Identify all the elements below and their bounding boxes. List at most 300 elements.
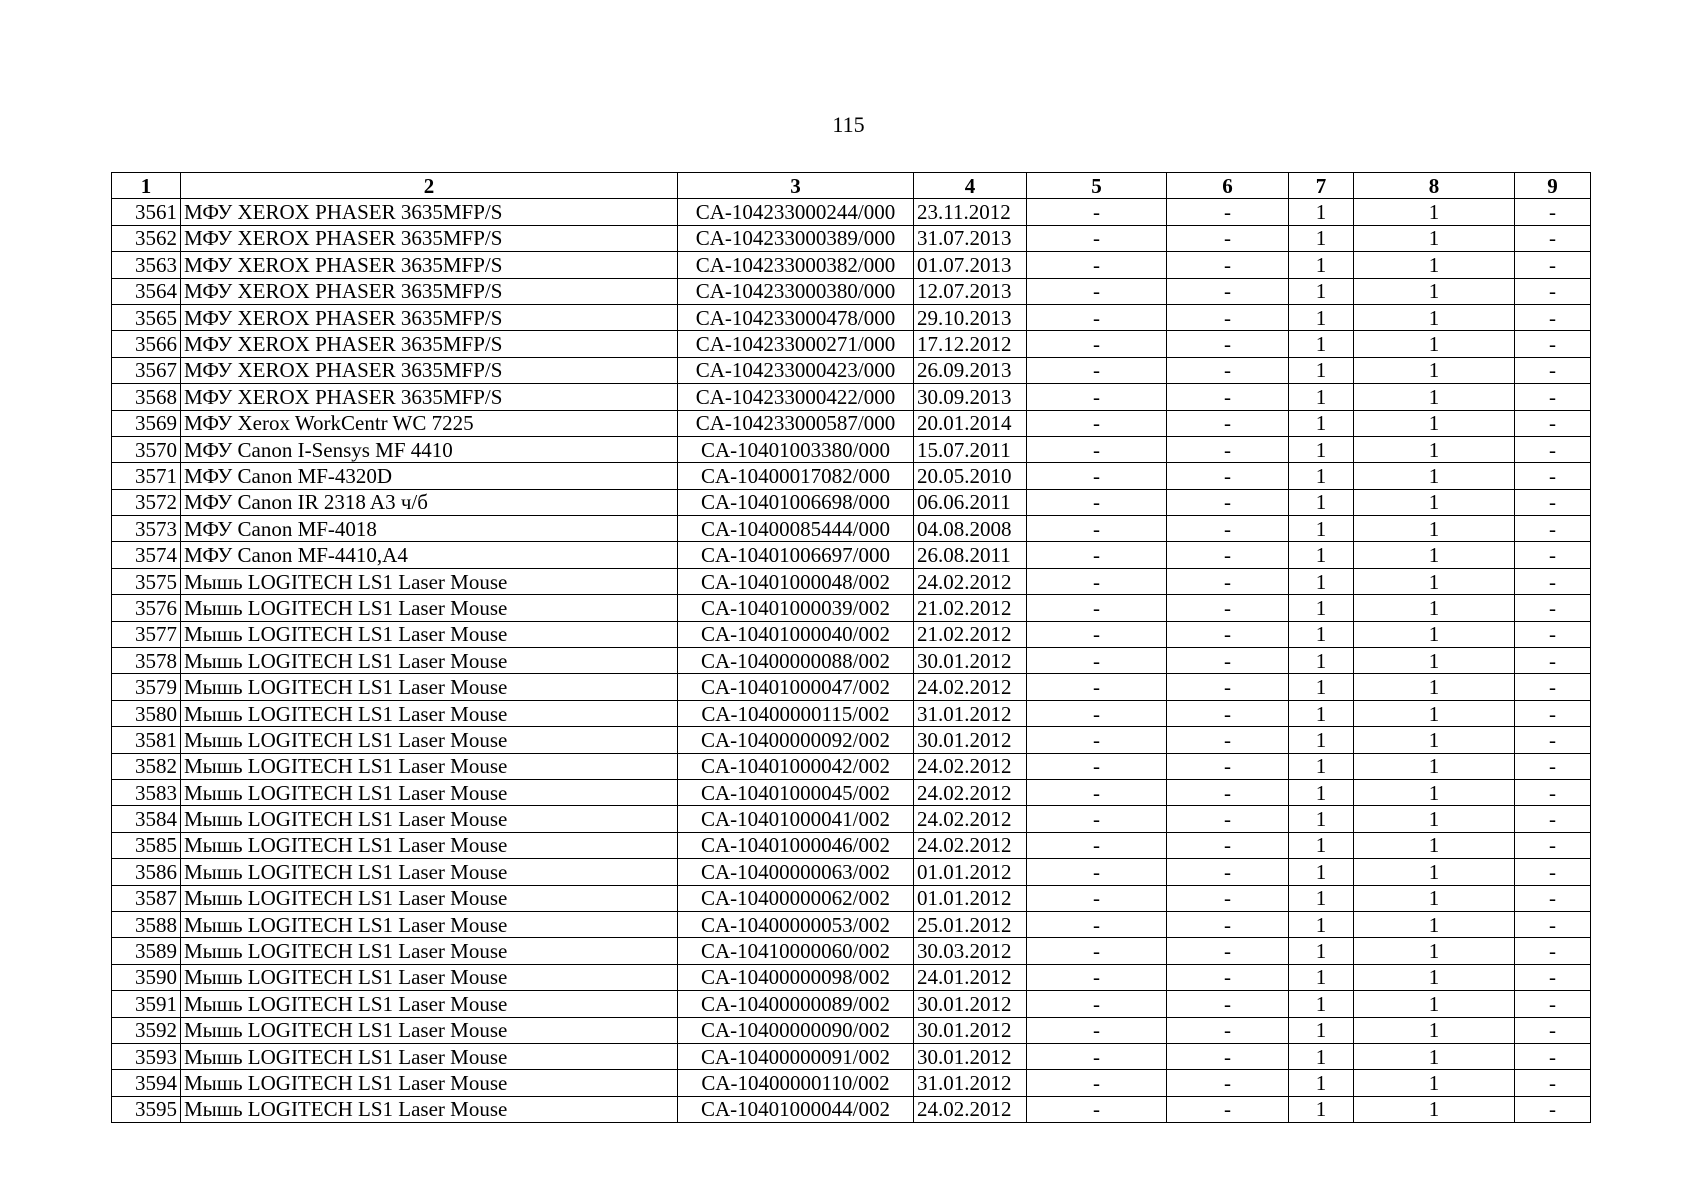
row-number-cell: 3571 <box>112 463 181 489</box>
table-row <box>112 964 1591 990</box>
item-name-cell: МФУ Canon MF-4410,A4 <box>181 542 678 568</box>
item-name-cell: МФУ XEROX PHASER 3635MFP/S <box>181 252 678 278</box>
date-cell: 26.09.2013 <box>914 357 1027 383</box>
row-number-cell: 3590 <box>112 964 181 990</box>
col-9-cell: - <box>1515 542 1591 568</box>
table-body <box>112 199 1591 1123</box>
item-name-cell: Мышь LOGITECH LS1 Laser Mouse <box>181 938 678 964</box>
col-7-cell: 1 <box>1289 1096 1354 1122</box>
col-7-cell: 1 <box>1289 1017 1354 1043</box>
inventory-code-cell: CA-10400000115/002 <box>678 700 914 726</box>
header-row <box>112 173 1591 199</box>
row-number-cell: 3574 <box>112 542 181 568</box>
row-number-cell: 3573 <box>112 516 181 542</box>
col-7-cell: 1 <box>1289 859 1354 885</box>
inventory-code-cell: CA-10400017082/000 <box>678 463 914 489</box>
col-6-cell: - <box>1167 991 1289 1017</box>
col-7-cell: 1 <box>1289 753 1354 779</box>
col-8-cell: 1 <box>1354 568 1515 594</box>
date-cell: 01.07.2013 <box>914 252 1027 278</box>
row-number-cell: 3575 <box>112 568 181 594</box>
table-row <box>112 331 1591 357</box>
col-5-cell: - <box>1027 278 1167 304</box>
col-5-cell: - <box>1027 885 1167 911</box>
col-9-cell: - <box>1515 727 1591 753</box>
item-name-cell: Мышь LOGITECH LS1 Laser Mouse <box>181 1017 678 1043</box>
date-cell: 04.08.2008 <box>914 516 1027 542</box>
table-row <box>112 1096 1591 1122</box>
inventory-code-cell: CA-10401000042/002 <box>678 753 914 779</box>
col-8-cell: 1 <box>1354 674 1515 700</box>
col-5-cell: - <box>1027 674 1167 700</box>
table-header <box>112 173 1591 199</box>
col-9-cell: - <box>1515 753 1591 779</box>
col-6-cell: - <box>1167 463 1289 489</box>
col-7-cell: 1 <box>1289 357 1354 383</box>
col-8-cell: 1 <box>1354 700 1515 726</box>
col-6-cell: - <box>1167 1096 1289 1122</box>
col-9-cell: - <box>1515 331 1591 357</box>
col-7-cell: 1 <box>1289 991 1354 1017</box>
col-6-cell: - <box>1167 410 1289 436</box>
item-name-cell: МФУ XEROX PHASER 3635MFP/S <box>181 384 678 410</box>
col-6-cell: - <box>1167 568 1289 594</box>
row-number-cell: 3567 <box>112 357 181 383</box>
item-name-cell: Мышь LOGITECH LS1 Laser Mouse <box>181 595 678 621</box>
table-row <box>112 1043 1591 1069</box>
inventory-code-cell: CA-10400000062/002 <box>678 885 914 911</box>
col-7-cell: 1 <box>1289 938 1354 964</box>
col-5-cell: - <box>1027 1017 1167 1043</box>
inventory-code-cell: CA-10401000045/002 <box>678 779 914 805</box>
row-number-cell: 3576 <box>112 595 181 621</box>
item-name-cell: Мышь LOGITECH LS1 Laser Mouse <box>181 991 678 1017</box>
col-7-cell: 1 <box>1289 410 1354 436</box>
table-row <box>112 938 1591 964</box>
col-8-cell: 1 <box>1354 806 1515 832</box>
table-row <box>112 621 1591 647</box>
row-number-cell: 3572 <box>112 489 181 515</box>
item-name-cell: Мышь LOGITECH LS1 Laser Mouse <box>181 700 678 726</box>
col-5-cell: - <box>1027 964 1167 990</box>
table-row <box>112 753 1591 779</box>
inventory-code-cell: CA-10401000044/002 <box>678 1096 914 1122</box>
table-row <box>112 1017 1591 1043</box>
col-5-cell: - <box>1027 463 1167 489</box>
col-7-cell: 1 <box>1289 621 1354 647</box>
col-7-cell: 1 <box>1289 700 1354 726</box>
col-5-cell: - <box>1027 489 1167 515</box>
col-7-cell: 1 <box>1289 384 1354 410</box>
col-8-cell: 1 <box>1354 252 1515 278</box>
col-9-cell: - <box>1515 674 1591 700</box>
col-9-cell: - <box>1515 595 1591 621</box>
row-number-cell: 3565 <box>112 304 181 330</box>
row-number-cell: 3592 <box>112 1017 181 1043</box>
row-number-cell: 3564 <box>112 278 181 304</box>
inventory-code-cell: CA-10410000060/002 <box>678 938 914 964</box>
inventory-code-cell: CA-10401000046/002 <box>678 832 914 858</box>
col-7-cell: 1 <box>1289 964 1354 990</box>
col-7-cell: 1 <box>1289 806 1354 832</box>
date-cell: 24.02.2012 <box>914 568 1027 594</box>
col-8-cell: 1 <box>1354 938 1515 964</box>
table-row <box>112 832 1591 858</box>
table-row <box>112 885 1591 911</box>
col-9-cell: - <box>1515 568 1591 594</box>
col-5-cell: - <box>1027 991 1167 1017</box>
col-7-cell: 1 <box>1289 1043 1354 1069</box>
col-9-cell: - <box>1515 463 1591 489</box>
col-5-cell: - <box>1027 753 1167 779</box>
col-7-cell: 1 <box>1289 199 1354 225</box>
col-8-cell: 1 <box>1354 753 1515 779</box>
col-7-cell: 1 <box>1289 436 1354 462</box>
col-6-cell: - <box>1167 648 1289 674</box>
col-8-cell: 1 <box>1354 991 1515 1017</box>
col-5-cell: - <box>1027 436 1167 462</box>
col-8-cell: 1 <box>1354 779 1515 805</box>
date-cell: 30.03.2012 <box>914 938 1027 964</box>
col-8-cell: 1 <box>1354 911 1515 937</box>
col-5-cell: - <box>1027 410 1167 436</box>
item-name-cell: Мышь LOGITECH LS1 Laser Mouse <box>181 779 678 805</box>
inventory-code-cell: CA-10401000039/002 <box>678 595 914 621</box>
col-8-cell: 1 <box>1354 1070 1515 1096</box>
col-7-cell: 1 <box>1289 278 1354 304</box>
row-number-cell: 3569 <box>112 410 181 436</box>
col-6-cell: - <box>1167 859 1289 885</box>
col-9-cell: - <box>1515 436 1591 462</box>
table-row <box>112 568 1591 594</box>
date-cell: 21.02.2012 <box>914 595 1027 621</box>
col-5-cell: - <box>1027 648 1167 674</box>
row-number-cell: 3582 <box>112 753 181 779</box>
inventory-code-cell: CA-10401000048/002 <box>678 568 914 594</box>
row-number-cell: 3566 <box>112 331 181 357</box>
col-9-cell: - <box>1515 1070 1591 1096</box>
date-cell: 24.02.2012 <box>914 753 1027 779</box>
item-name-cell: Мышь LOGITECH LS1 Laser Mouse <box>181 806 678 832</box>
header-cell-4: 4 <box>914 173 1027 199</box>
table-row <box>112 911 1591 937</box>
col-7-cell: 1 <box>1289 542 1354 568</box>
header-cell-2: 2 <box>181 173 678 199</box>
date-cell: 31.07.2013 <box>914 225 1027 251</box>
item-name-cell: Мышь LOGITECH LS1 Laser Mouse <box>181 648 678 674</box>
col-8-cell: 1 <box>1354 225 1515 251</box>
col-8-cell: 1 <box>1354 595 1515 621</box>
col-8-cell: 1 <box>1354 648 1515 674</box>
col-8-cell: 1 <box>1354 885 1515 911</box>
col-5-cell: - <box>1027 938 1167 964</box>
table-row <box>112 410 1591 436</box>
col-9-cell: - <box>1515 938 1591 964</box>
item-name-cell: МФУ Canon MF-4320D <box>181 463 678 489</box>
col-7-cell: 1 <box>1289 568 1354 594</box>
date-cell: 26.08.2011 <box>914 542 1027 568</box>
item-name-cell: МФУ XEROX PHASER 3635MFP/S <box>181 357 678 383</box>
date-cell: 17.12.2012 <box>914 331 1027 357</box>
col-9-cell: - <box>1515 384 1591 410</box>
date-cell: 25.01.2012 <box>914 911 1027 937</box>
item-name-cell: МФУ Canon MF-4018 <box>181 516 678 542</box>
col-8-cell: 1 <box>1354 621 1515 647</box>
date-cell: 24.02.2012 <box>914 779 1027 805</box>
row-number-cell: 3595 <box>112 1096 181 1122</box>
col-7-cell: 1 <box>1289 911 1354 937</box>
item-name-cell: Мышь LOGITECH LS1 Laser Mouse <box>181 674 678 700</box>
col-9-cell: - <box>1515 1043 1591 1069</box>
col-8-cell: 1 <box>1354 1043 1515 1069</box>
item-name-cell: Мышь LOGITECH LS1 Laser Mouse <box>181 621 678 647</box>
col-8-cell: 1 <box>1354 463 1515 489</box>
inventory-code-cell: CA-10400000110/002 <box>678 1070 914 1096</box>
col-6-cell: - <box>1167 1043 1289 1069</box>
row-number-cell: 3589 <box>112 938 181 964</box>
table-row <box>112 516 1591 542</box>
table-row <box>112 674 1591 700</box>
inventory-code-cell: CA-104233000587/000 <box>678 410 914 436</box>
inventory-code-cell: CA-104233000478/000 <box>678 304 914 330</box>
table-row <box>112 225 1591 251</box>
date-cell: 30.01.2012 <box>914 991 1027 1017</box>
col-7-cell: 1 <box>1289 225 1354 251</box>
table-row <box>112 595 1591 621</box>
col-6-cell: - <box>1167 542 1289 568</box>
inventory-code-cell: CA-10400000092/002 <box>678 727 914 753</box>
header-cell-3: 3 <box>678 173 914 199</box>
col-5-cell: - <box>1027 832 1167 858</box>
col-6-cell: - <box>1167 621 1289 647</box>
col-6-cell: - <box>1167 964 1289 990</box>
col-6-cell: - <box>1167 885 1289 911</box>
table-row <box>112 304 1591 330</box>
inventory-code-cell: CA-10400000098/002 <box>678 964 914 990</box>
col-8-cell: 1 <box>1354 384 1515 410</box>
item-name-cell: Мышь LOGITECH LS1 Laser Mouse <box>181 832 678 858</box>
date-cell: 20.05.2010 <box>914 463 1027 489</box>
col-6-cell: - <box>1167 304 1289 330</box>
col-9-cell: - <box>1515 489 1591 515</box>
col-7-cell: 1 <box>1289 648 1354 674</box>
col-6-cell: - <box>1167 384 1289 410</box>
col-6-cell: - <box>1167 278 1289 304</box>
col-5-cell: - <box>1027 568 1167 594</box>
header-cell-7: 7 <box>1289 173 1354 199</box>
col-7-cell: 1 <box>1289 463 1354 489</box>
table-row <box>112 542 1591 568</box>
col-6-cell: - <box>1167 1017 1289 1043</box>
inventory-code-cell: CA-10401003380/000 <box>678 436 914 462</box>
item-name-cell: МФУ Canon I-Sensys MF 4410 <box>181 436 678 462</box>
date-cell: 12.07.2013 <box>914 278 1027 304</box>
inventory-code-cell: CA-10400000088/002 <box>678 648 914 674</box>
col-5-cell: - <box>1027 542 1167 568</box>
col-6-cell: - <box>1167 489 1289 515</box>
col-5-cell: - <box>1027 727 1167 753</box>
col-8-cell: 1 <box>1354 410 1515 436</box>
col-9-cell: - <box>1515 410 1591 436</box>
col-6-cell: - <box>1167 700 1289 726</box>
item-name-cell: Мышь LOGITECH LS1 Laser Mouse <box>181 568 678 594</box>
col-9-cell: - <box>1515 252 1591 278</box>
col-5-cell: - <box>1027 859 1167 885</box>
inventory-code-cell: CA-10401000040/002 <box>678 621 914 647</box>
col-5-cell: - <box>1027 595 1167 621</box>
col-8-cell: 1 <box>1354 859 1515 885</box>
col-9-cell: - <box>1515 304 1591 330</box>
row-number-cell: 3594 <box>112 1070 181 1096</box>
row-number-cell: 3580 <box>112 700 181 726</box>
col-6-cell: - <box>1167 436 1289 462</box>
col-9-cell: - <box>1515 621 1591 647</box>
table-row <box>112 859 1591 885</box>
col-7-cell: 1 <box>1289 595 1354 621</box>
inventory-code-cell: CA-104233000380/000 <box>678 278 914 304</box>
inventory-code-cell: CA-10400085444/000 <box>678 516 914 542</box>
row-number-cell: 3583 <box>112 779 181 805</box>
date-cell: 24.02.2012 <box>914 832 1027 858</box>
row-number-cell: 3577 <box>112 621 181 647</box>
col-6-cell: - <box>1167 516 1289 542</box>
col-5-cell: - <box>1027 779 1167 805</box>
table-row <box>112 436 1591 462</box>
row-number-cell: 3593 <box>112 1043 181 1069</box>
table-row <box>112 727 1591 753</box>
item-name-cell: Мышь LOGITECH LS1 Laser Mouse <box>181 885 678 911</box>
item-name-cell: МФУ XEROX PHASER 3635MFP/S <box>181 278 678 304</box>
table-row <box>112 489 1591 515</box>
col-9-cell: - <box>1515 199 1591 225</box>
row-number-cell: 3586 <box>112 859 181 885</box>
col-7-cell: 1 <box>1289 304 1354 330</box>
inventory-code-cell: CA-104233000244/000 <box>678 199 914 225</box>
inventory-code-cell: CA-10401000041/002 <box>678 806 914 832</box>
col-6-cell: - <box>1167 252 1289 278</box>
col-5-cell: - <box>1027 911 1167 937</box>
col-9-cell: - <box>1515 806 1591 832</box>
col-5-cell: - <box>1027 252 1167 278</box>
col-5-cell: - <box>1027 516 1167 542</box>
inventory-table <box>111 172 1591 1123</box>
col-9-cell: - <box>1515 991 1591 1017</box>
inventory-code-cell: CA-104233000389/000 <box>678 225 914 251</box>
row-number-cell: 3568 <box>112 384 181 410</box>
row-number-cell: 3561 <box>112 199 181 225</box>
table-row <box>112 252 1591 278</box>
col-8-cell: 1 <box>1354 331 1515 357</box>
col-9-cell: - <box>1515 1017 1591 1043</box>
col-5-cell: - <box>1027 331 1167 357</box>
table-row <box>112 991 1591 1017</box>
col-8-cell: 1 <box>1354 436 1515 462</box>
col-6-cell: - <box>1167 727 1289 753</box>
inventory-code-cell: CA-10400000063/002 <box>678 859 914 885</box>
col-9-cell: - <box>1515 911 1591 937</box>
col-9-cell: - <box>1515 1096 1591 1122</box>
col-8-cell: 1 <box>1354 516 1515 542</box>
col-7-cell: 1 <box>1289 779 1354 805</box>
col-8-cell: 1 <box>1354 278 1515 304</box>
col-5-cell: - <box>1027 225 1167 251</box>
date-cell: 24.02.2012 <box>914 1096 1027 1122</box>
date-cell: 01.01.2012 <box>914 859 1027 885</box>
col-9-cell: - <box>1515 832 1591 858</box>
item-name-cell: Мышь LOGITECH LS1 Laser Mouse <box>181 727 678 753</box>
page-number: 115 <box>832 112 865 137</box>
row-number-cell: 3581 <box>112 727 181 753</box>
header-cell-9: 9 <box>1515 173 1591 199</box>
col-5-cell: - <box>1027 621 1167 647</box>
inventory-code-cell: CA-104233000271/000 <box>678 331 914 357</box>
date-cell: 31.01.2012 <box>914 1070 1027 1096</box>
col-5-cell: - <box>1027 199 1167 225</box>
date-cell: 30.09.2013 <box>914 384 1027 410</box>
col-6-cell: - <box>1167 806 1289 832</box>
item-name-cell: МФУ XEROX PHASER 3635MFP/S <box>181 304 678 330</box>
col-7-cell: 1 <box>1289 489 1354 515</box>
col-5-cell: - <box>1027 1096 1167 1122</box>
col-6-cell: - <box>1167 199 1289 225</box>
col-7-cell: 1 <box>1289 832 1354 858</box>
col-8-cell: 1 <box>1354 304 1515 330</box>
row-number-cell: 3579 <box>112 674 181 700</box>
col-5-cell: - <box>1027 700 1167 726</box>
col-9-cell: - <box>1515 779 1591 805</box>
item-name-cell: МФУ XEROX PHASER 3635MFP/S <box>181 331 678 357</box>
table-row <box>112 199 1591 225</box>
header-cell-8: 8 <box>1354 173 1515 199</box>
date-cell: 15.07.2011 <box>914 436 1027 462</box>
item-name-cell: МФУ XEROX PHASER 3635MFP/S <box>181 199 678 225</box>
inventory-code-cell: CA-104233000382/000 <box>678 252 914 278</box>
inventory-code-cell: CA-104233000422/000 <box>678 384 914 410</box>
table-row <box>112 384 1591 410</box>
date-cell: 24.02.2012 <box>914 806 1027 832</box>
date-cell: 24.01.2012 <box>914 964 1027 990</box>
col-6-cell: - <box>1167 753 1289 779</box>
col-8-cell: 1 <box>1354 964 1515 990</box>
item-name-cell: МФУ XEROX PHASER 3635MFP/S <box>181 225 678 251</box>
table-row <box>112 648 1591 674</box>
date-cell: 06.06.2011 <box>914 489 1027 515</box>
row-number-cell: 3585 <box>112 832 181 858</box>
table-row <box>112 1070 1591 1096</box>
inventory-code-cell: CA-10400000091/002 <box>678 1043 914 1069</box>
date-cell: 30.01.2012 <box>914 648 1027 674</box>
col-6-cell: - <box>1167 779 1289 805</box>
table-row <box>112 357 1591 383</box>
col-5-cell: - <box>1027 1043 1167 1069</box>
col-6-cell: - <box>1167 1070 1289 1096</box>
col-6-cell: - <box>1167 832 1289 858</box>
col-6-cell: - <box>1167 357 1289 383</box>
col-9-cell: - <box>1515 278 1591 304</box>
col-7-cell: 1 <box>1289 885 1354 911</box>
date-cell: 30.01.2012 <box>914 1043 1027 1069</box>
col-7-cell: 1 <box>1289 516 1354 542</box>
col-9-cell: - <box>1515 648 1591 674</box>
col-7-cell: 1 <box>1289 727 1354 753</box>
col-8-cell: 1 <box>1354 727 1515 753</box>
col-8-cell: 1 <box>1354 489 1515 515</box>
inventory-code-cell: CA-104233000423/000 <box>678 357 914 383</box>
item-name-cell: МФУ Xerox WorkCentr WC 7225 <box>181 410 678 436</box>
table-row <box>112 463 1591 489</box>
col-7-cell: 1 <box>1289 674 1354 700</box>
row-number-cell: 3588 <box>112 911 181 937</box>
